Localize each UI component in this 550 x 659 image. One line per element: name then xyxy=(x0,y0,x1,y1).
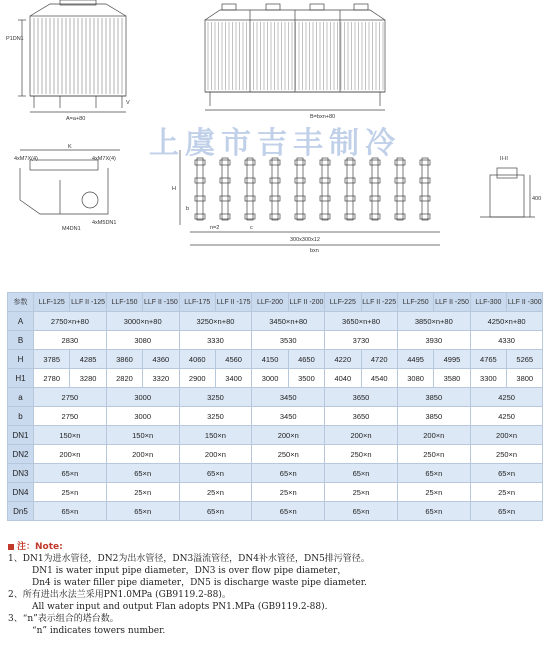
table-cell: 3080 xyxy=(397,369,433,388)
table-cell: 3250 xyxy=(179,407,252,426)
column-bracket xyxy=(245,178,255,183)
column xyxy=(272,158,278,220)
table-cell: 150×n xyxy=(179,426,252,445)
column-bracket xyxy=(220,214,230,219)
row-label: H xyxy=(8,350,34,369)
foundation-detail-view xyxy=(480,168,535,217)
column xyxy=(397,158,403,220)
table-cell: 200×n xyxy=(470,426,543,445)
table-cell: 2900 xyxy=(179,369,215,388)
table-cell: 200×n xyxy=(325,426,398,445)
table-cell: 65×n xyxy=(397,502,470,521)
note-1-en-b: Dn4 is water filler pipe diameter，DN5 is discharge waste pipe diameter. xyxy=(32,578,367,588)
column-bracket xyxy=(420,214,430,219)
column-bracket xyxy=(295,214,305,219)
table-cell: 250×n xyxy=(252,445,325,464)
label-pipe-2: 4xM7X(4) xyxy=(92,156,116,162)
column-bracket xyxy=(370,178,380,183)
table-row xyxy=(8,426,543,445)
row-label: DN2 xyxy=(8,445,34,464)
column-bracket xyxy=(320,196,330,201)
column-header: LLF II -200 xyxy=(288,293,324,312)
table-row xyxy=(8,502,543,521)
label-pipe-1: 4xM7X(4) xyxy=(14,156,38,162)
column-bracket xyxy=(345,178,355,183)
table-cell: 200×n xyxy=(106,445,179,464)
label-plan-dim2: bxn xyxy=(310,248,319,254)
column-bracket xyxy=(395,196,405,201)
single-tower-front-view xyxy=(18,0,126,112)
note-marker-icon xyxy=(8,544,14,550)
table-cell: 3000 xyxy=(252,369,288,388)
table-cell: 65×n xyxy=(252,464,325,483)
table-cell: 3080 xyxy=(106,331,179,350)
column-header: LLF II -250 xyxy=(434,293,470,312)
table-cell: 2750×n+80 xyxy=(34,312,107,331)
table-cell: 25×n xyxy=(34,483,107,502)
table-cell: 3400 xyxy=(215,369,251,388)
table-cell: 4285 xyxy=(70,350,106,369)
column-header: LLF II -125 xyxy=(70,293,106,312)
watermark-text: 上虞市吉丰制冷 xyxy=(149,126,401,161)
column xyxy=(222,158,228,220)
column-bracket xyxy=(195,214,205,219)
row-label: A xyxy=(8,312,34,331)
table-cell: 3000 xyxy=(106,407,179,426)
table-cell: 3330 xyxy=(179,331,252,350)
column-header: LLF-150 xyxy=(106,293,142,312)
column-bracket xyxy=(220,196,230,201)
column-bracket xyxy=(370,196,380,201)
table-cell: 65×n xyxy=(325,464,398,483)
row-label: B xyxy=(8,331,34,350)
label-detail-dim: 400 xyxy=(532,196,542,202)
table-cell: 250×n xyxy=(470,445,543,464)
label-pipe-k: K xyxy=(68,144,72,150)
label-a-width: A=a+80 xyxy=(66,116,86,122)
table-cell: 3850×n+80 xyxy=(397,312,470,331)
label-section: II-II xyxy=(500,156,508,162)
note-2-cn: 2、所有进出水法兰采用PN1.0MPa (GB9119.2-88)。 xyxy=(8,590,231,600)
table-cell: 3450 xyxy=(252,407,325,426)
label-pipe-3: M4DN1 xyxy=(62,226,81,232)
table-cell: 4995 xyxy=(434,350,470,369)
table-row xyxy=(8,407,543,426)
column-bracket xyxy=(270,214,280,219)
column-bracket xyxy=(420,196,430,201)
column xyxy=(297,158,303,220)
row-label: b xyxy=(8,407,34,426)
combined-towers-view xyxy=(205,4,385,110)
column-header: LLF II -150 xyxy=(143,293,179,312)
table-cell: 4220 xyxy=(325,350,361,369)
column-bracket xyxy=(245,214,255,219)
column-bracket xyxy=(245,196,255,201)
table-cell: 3250 xyxy=(179,388,252,407)
note-1-en-a: DN1 is water input pipe diameter，DN3 is over flow pipe diameter， xyxy=(32,566,347,576)
label-pipe-4: 4xM5DN1 xyxy=(92,220,117,226)
table-cell: 200×n xyxy=(34,445,107,464)
table-cell: 4250×n+80 xyxy=(470,312,543,331)
table-row xyxy=(8,483,543,502)
table-cell: 3730 xyxy=(325,331,398,350)
table-cell: 3250×n+80 xyxy=(179,312,252,331)
column-bracket xyxy=(320,178,330,183)
column-header: LLF-250 xyxy=(397,293,433,312)
column xyxy=(197,158,203,220)
table-cell: 200×n xyxy=(179,445,252,464)
table-cell: 25×n xyxy=(252,483,325,502)
column-bracket xyxy=(345,196,355,201)
note-2-en: All water input and output Flan adopts PN1.MPa (GB9119.2-88). xyxy=(32,602,328,612)
table-cell: 3785 xyxy=(34,350,70,369)
table-cell: 2830 xyxy=(34,331,107,350)
column-header: LLF-200 xyxy=(252,293,288,312)
table-cell: 150×n xyxy=(106,426,179,445)
table-row xyxy=(8,464,543,483)
notes-heading: 注：Note: xyxy=(17,542,63,552)
label-plan-n: n=2 xyxy=(210,225,220,231)
label-b-width: B=bxn+80 xyxy=(310,114,336,120)
table-row xyxy=(8,350,543,369)
table-cell: 65×n xyxy=(325,502,398,521)
column-bracket xyxy=(320,214,330,219)
table-cell: 4250 xyxy=(470,388,543,407)
table-header-row xyxy=(8,293,543,312)
table-cell: 4540 xyxy=(361,369,397,388)
column-bracket xyxy=(295,196,305,201)
column-bracket xyxy=(220,178,230,183)
column-header: LLF-125 xyxy=(34,293,70,312)
table-cell: 2750 xyxy=(34,407,107,426)
table-cell: 3850 xyxy=(397,388,470,407)
column-header: LLF-225 xyxy=(325,293,361,312)
row-label: Dn5 xyxy=(8,502,34,521)
table-cell: 3650 xyxy=(325,388,398,407)
table-cell: 4495 xyxy=(397,350,433,369)
table-cell: 2750 xyxy=(34,388,107,407)
column-bracket xyxy=(270,196,280,201)
table-cell: 65×n xyxy=(179,464,252,483)
label-plan-b: b xyxy=(186,206,190,212)
column-bracket xyxy=(420,178,430,183)
table-cell: 2780 xyxy=(34,369,70,388)
column-bracket xyxy=(195,196,205,201)
column-header: LLF-175 xyxy=(179,293,215,312)
table-cell: 65×n xyxy=(179,502,252,521)
table-cell: 65×n xyxy=(252,502,325,521)
column-bracket xyxy=(295,178,305,183)
column-header: LLF II -225 xyxy=(361,293,397,312)
column xyxy=(422,158,428,220)
column xyxy=(322,158,328,220)
table-row xyxy=(8,388,543,407)
table-cell: 4150 xyxy=(252,350,288,369)
table-cell: 25×n xyxy=(179,483,252,502)
table-cell: 3450 xyxy=(252,388,325,407)
table-cell: 4360 xyxy=(143,350,179,369)
table-cell: 4060 xyxy=(179,350,215,369)
column-bracket xyxy=(270,178,280,183)
column-bracket xyxy=(345,214,355,219)
note-1-cn: 1、DN1为进水管径，DN2为出水管径，DN3溢流管径，DN4补水管径，DN5排污管径。 xyxy=(8,554,370,564)
table-cell: 4250 xyxy=(470,407,543,426)
column-header: 参数 xyxy=(8,293,34,312)
column xyxy=(347,158,353,220)
column-bracket xyxy=(370,214,380,219)
table-row xyxy=(8,445,543,464)
table-cell: 65×n xyxy=(106,464,179,483)
notes-section xyxy=(8,541,543,637)
table-cell: 65×n xyxy=(34,502,107,521)
row-label: H1 xyxy=(8,369,34,388)
table-cell: 4560 xyxy=(215,350,251,369)
table-cell: 3930 xyxy=(397,331,470,350)
table-row xyxy=(8,369,543,388)
table-cell: 3000×n+80 xyxy=(106,312,179,331)
table-cell: 3000 xyxy=(106,388,179,407)
row-label: DN1 xyxy=(8,426,34,445)
column-bracket xyxy=(395,214,405,219)
column xyxy=(372,158,378,220)
column-header: LLF-300 xyxy=(470,293,506,312)
row-label: a xyxy=(8,388,34,407)
table-cell: 4330 xyxy=(470,331,543,350)
label-dn1: P1DN1 xyxy=(6,36,24,42)
column xyxy=(247,158,253,220)
table-cell: 3580 xyxy=(434,369,470,388)
table-row xyxy=(8,331,543,350)
table-cell: 4040 xyxy=(325,369,361,388)
table-cell: 65×n xyxy=(34,464,107,483)
label-plan-c: c xyxy=(250,225,253,231)
table-cell: 4720 xyxy=(361,350,397,369)
table-cell: 25×n xyxy=(470,483,543,502)
table-cell: 200×n xyxy=(252,426,325,445)
row-label: DN4 xyxy=(8,483,34,502)
table-cell: 250×n xyxy=(397,445,470,464)
table-cell: 150×n xyxy=(34,426,107,445)
table-cell: 3280 xyxy=(70,369,106,388)
spec-table xyxy=(7,292,543,521)
table-cell: 250×n xyxy=(325,445,398,464)
table-cell: 25×n xyxy=(106,483,179,502)
table-row xyxy=(8,312,543,331)
column-header: LLF II -300 xyxy=(507,293,543,312)
table-cell: 2820 xyxy=(106,369,142,388)
note-3-cn: 3、“n”表示组合的塔台数。 xyxy=(8,614,119,624)
column-bracket xyxy=(395,178,405,183)
table-cell: 3300 xyxy=(470,369,506,388)
table-cell: 3800 xyxy=(507,369,543,388)
table-cell: 3530 xyxy=(252,331,325,350)
table-cell: 65×n xyxy=(470,464,543,483)
table-cell: 4650 xyxy=(288,350,324,369)
table-cell: 25×n xyxy=(325,483,398,502)
table-cell: 3650×n+80 xyxy=(325,312,398,331)
note-3-en: “n” indicates towers number. xyxy=(32,626,166,636)
table-cell: 3850 xyxy=(397,407,470,426)
label-plan-h: H xyxy=(172,186,176,192)
table-cell: 3650 xyxy=(325,407,398,426)
table-cell: 3320 xyxy=(143,369,179,388)
table-cell: 65×n xyxy=(470,502,543,521)
label-v: V xyxy=(126,100,130,106)
table-cell: 3500 xyxy=(288,369,324,388)
table-cell: 65×n xyxy=(106,502,179,521)
row-label: DN3 xyxy=(8,464,34,483)
table-cell: 5265 xyxy=(507,350,543,369)
column-bracket xyxy=(195,178,205,183)
table-cell: 3450×n+80 xyxy=(252,312,325,331)
table-cell: 65×n xyxy=(397,464,470,483)
table-cell: 4765 xyxy=(470,350,506,369)
label-plan-dim1: 300x300x12 xyxy=(290,237,320,243)
table-cell: 3860 xyxy=(106,350,142,369)
table-cell: 25×n xyxy=(397,483,470,502)
column-header: LLF II -175 xyxy=(215,293,251,312)
table-cell: 200×n xyxy=(397,426,470,445)
